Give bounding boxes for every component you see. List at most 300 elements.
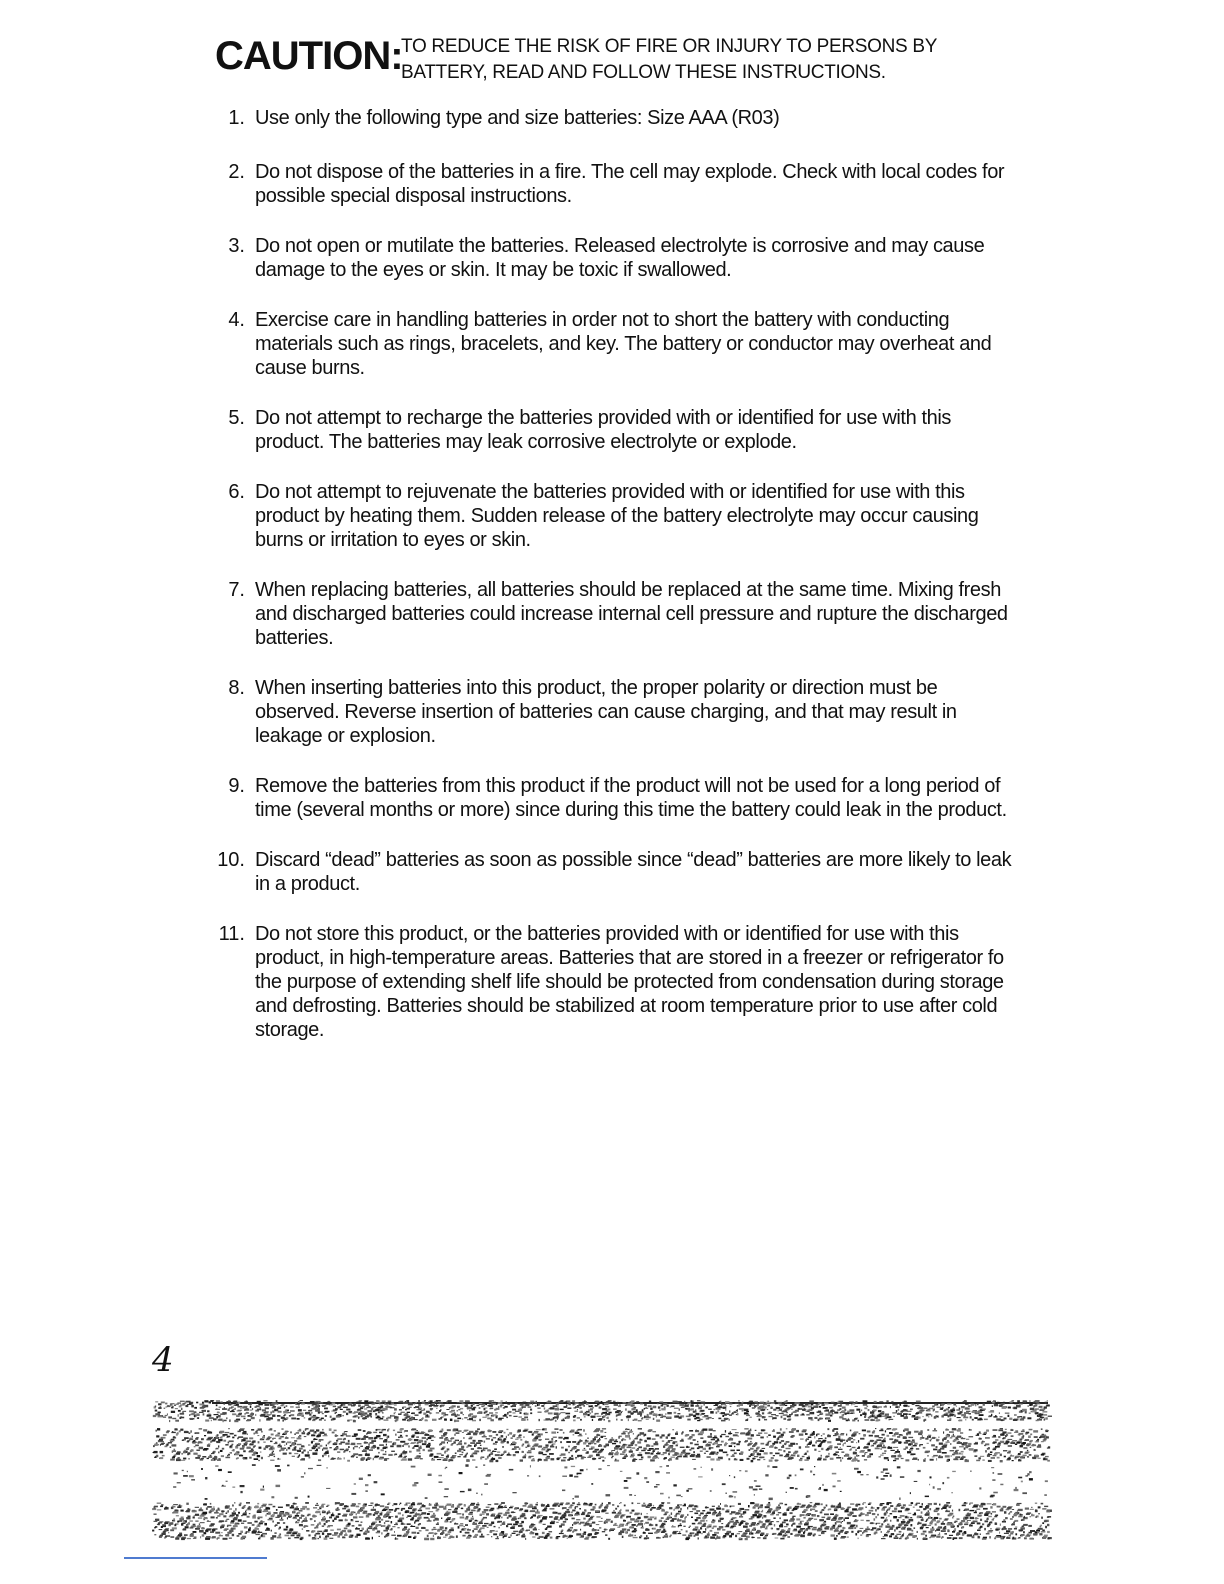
scan-speck [856,1401,858,1403]
scan-speck [716,1507,721,1509]
scan-speck [556,1403,557,1404]
scan-speck [296,1432,299,1434]
scan-speck [539,1451,541,1452]
scan-speck [283,1411,288,1414]
scan-speck [326,1402,329,1403]
scan-speck [472,1416,477,1418]
scan-speck [787,1408,791,1409]
scan-speck [383,1440,387,1442]
scan-speck [477,1412,482,1413]
scan-speck [814,1417,817,1419]
scan-speck [700,1431,704,1433]
scan-speck [383,1447,387,1449]
scan-speck [991,1457,995,1459]
scan-speck [898,1455,902,1457]
scan-speck [745,1538,748,1540]
scan-speck [734,1476,735,1478]
scan-speck [808,1409,813,1411]
scan-speck [250,1406,252,1408]
scan-speck [660,1466,663,1467]
scan-speck [379,1536,380,1537]
scan-speck [796,1443,798,1445]
scan-speck [644,1434,646,1436]
scan-speck [721,1441,724,1443]
scan-speck [633,1459,637,1460]
scan-speck [408,1419,412,1421]
scan-speck [1016,1442,1020,1444]
scan-speck [823,1433,825,1434]
scan-speck [1028,1525,1032,1527]
scan-speck [862,1430,866,1432]
scan-speck [278,1407,280,1408]
scan-speck [910,1524,912,1526]
scan-speck [744,1409,749,1412]
scan-speck [175,1454,177,1456]
scan-speck [239,1455,243,1457]
scan-speck [689,1430,693,1432]
scan-speck [672,1429,674,1430]
scan-speck [1018,1459,1021,1461]
scan-speck [557,1406,558,1409]
scan-speck [752,1446,755,1448]
scan-speck [969,1429,972,1430]
scan-speck [528,1431,532,1433]
scan-speck [170,1440,174,1441]
scan-speck [898,1517,901,1518]
scan-speck [929,1484,930,1486]
scan-speck [769,1446,773,1448]
scan-speck [180,1417,184,1419]
scan-speck [583,1442,586,1444]
scan-speck [1022,1492,1027,1494]
scan-speck [340,1442,345,1444]
scan-speck [439,1437,443,1439]
scan-speck [156,1442,158,1443]
scan-speck [599,1506,601,1508]
scan-speck [1000,1460,1003,1462]
scan-speck [343,1407,348,1408]
scan-speck [897,1466,901,1468]
scan-speck [185,1405,188,1407]
scan-speck [322,1429,323,1431]
scan-speck [739,1453,740,1455]
scan-speck [852,1447,856,1448]
scan-speck [686,1434,690,1436]
scan-speck [935,1411,938,1412]
scan-speck [912,1446,913,1448]
scan-speck [192,1442,197,1443]
scan-speck [504,1432,506,1434]
scan-speck [588,1414,590,1416]
scan-speck [607,1465,610,1466]
scan-speck [186,1503,189,1505]
scan-speck [896,1410,898,1412]
scan-speck [936,1446,938,1448]
scan-speck [179,1405,182,1407]
scan-speck [252,1464,256,1466]
scan-speck [292,1442,295,1444]
scan-speck [369,1449,373,1451]
scan-speck [638,1428,642,1430]
scan-speck [524,1417,528,1419]
scan-speck [384,1403,386,1404]
scan-speck [388,1441,392,1442]
scan-speck [218,1452,219,1454]
scan-speck [528,1406,532,1408]
scan-speck [972,1536,975,1538]
scan-speck [1034,1436,1038,1438]
scan-speck [859,1411,861,1413]
scan-speck [1035,1404,1037,1406]
scan-speck [309,1418,310,1420]
scan-speck [706,1418,709,1419]
scan-speck [534,1431,539,1432]
scan-speck [361,1438,364,1440]
scan-speck [485,1458,487,1459]
scan-speck [864,1416,866,1419]
scan-speck [626,1454,627,1456]
scan-speck [888,1459,889,1461]
scan-speck [629,1438,631,1440]
scan-speck [484,1408,486,1410]
scan-speck [527,1445,529,1447]
scan-speck [438,1475,442,1477]
scan-speck [626,1531,628,1533]
scan-speck [189,1520,193,1521]
scan-speck [203,1449,207,1451]
scan-speck [202,1456,206,1457]
scan-speck [348,1440,350,1442]
scan-speck [978,1419,983,1421]
scan-speck [964,1448,965,1450]
scan-speck [518,1416,522,1417]
scan-speck [441,1518,442,1520]
scan-speck [402,1458,407,1460]
scan-speck [995,1415,997,1417]
scan-speck [469,1410,470,1412]
page-number: 4 [152,1340,174,1380]
scan-speck [251,1413,254,1415]
scan-speck [717,1438,719,1440]
scan-speck [408,1458,412,1460]
scan-speck [286,1504,290,1506]
scan-speck [700,1414,701,1416]
scan-speck [268,1436,270,1438]
scan-speck [614,1404,618,1406]
scan-speck [342,1433,347,1435]
scan-speck [1010,1401,1013,1403]
scan-speck [592,1458,596,1460]
scan-speck [290,1414,294,1416]
scan-speck [635,1495,636,1496]
scan-speck [680,1440,684,1442]
scan-speck [550,1537,553,1539]
scan-speck [297,1450,301,1452]
scan-speck [920,1444,923,1445]
scan-speck [568,1446,570,1448]
scan-speck [465,1400,469,1401]
scan-speck [234,1401,238,1403]
scan-speck [729,1496,734,1498]
scan-speck [471,1448,474,1450]
scan-speck [232,1413,236,1415]
scan-speck [1010,1455,1014,1456]
scan-speck [788,1419,791,1420]
scan-speck [1047,1460,1050,1462]
scan-speck [605,1432,607,1433]
scan-speck [308,1534,310,1536]
scan-speck [230,1411,235,1412]
scan-speck [170,1536,174,1538]
scan-speck [342,1530,346,1532]
scan-speck [193,1441,194,1442]
scan-speck [278,1445,280,1446]
list-item-text [255,774,1095,822]
scan-speck [890,1474,892,1477]
scan-speck [903,1430,908,1431]
scan-speck [920,1437,922,1440]
scan-speck [167,1413,168,1415]
scan-speck [240,1491,242,1493]
scan-speck [640,1402,643,1404]
scan-speck [923,1447,926,1449]
scan-speck [624,1487,629,1489]
scan-speck [373,1445,376,1447]
scan-speck [696,1455,701,1457]
scan-speck [487,1418,492,1420]
scan-speck [571,1466,575,1467]
scan-speck [398,1512,401,1514]
scan-speck [169,1420,170,1422]
scan-speck [758,1407,761,1409]
list-item-number: 9. [228,775,245,797]
scan-speck [1029,1454,1032,1455]
scan-speck [532,1403,533,1405]
scan-speck [875,1509,877,1511]
scan-speck [585,1412,586,1413]
scan-speck [384,1419,389,1421]
scan-speck [900,1411,903,1413]
scan-speck [755,1430,757,1431]
scan-speck [167,1430,170,1432]
scan-speck [294,1440,297,1442]
scan-speck [626,1477,631,1479]
scan-speck [884,1438,886,1440]
scan-speck [737,1409,738,1411]
scan-speck [270,1454,275,1456]
list-item-text [255,234,1095,282]
scan-speck [921,1511,923,1513]
scan-speck [732,1454,734,1456]
scan-speck [643,1532,646,1534]
scan-speck [849,1437,851,1439]
scan-speck [944,1437,947,1438]
scan-speck [182,1403,185,1405]
scan-speck [803,1429,807,1431]
scan-speck [742,1410,744,1412]
scan-speck [525,1447,527,1448]
scan-speck [303,1431,305,1432]
scan-speck [187,1447,190,1448]
scan-speck [344,1528,348,1530]
scan-speck [613,1401,616,1402]
scan-speck [859,1433,861,1434]
scan-speck [672,1442,675,1444]
scan-speck [713,1430,716,1431]
scan-speck [767,1465,769,1467]
scan-speck [890,1406,891,1408]
scan-speck [925,1438,928,1440]
scan-speck [501,1435,504,1437]
scan-speck [869,1454,870,1455]
scan-speck [698,1446,703,1448]
scan-speck [434,1456,439,1458]
scan-speck [493,1444,497,1445]
scan-speck [240,1448,245,1450]
scan-speck [872,1414,874,1416]
scan-speck [825,1437,827,1439]
scan-speck [808,1406,813,1408]
scan-speck [676,1495,681,1497]
scan-speck [596,1434,600,1436]
scan-speck [1000,1484,1003,1486]
scan-speck [213,1418,217,1420]
scan-speck [313,1439,317,1440]
scan-speck [595,1413,599,1415]
scan-speck [982,1441,984,1443]
scan-speck [1036,1420,1039,1421]
scan-speck [954,1452,959,1454]
scan-speck [381,1493,385,1495]
scan-speck [990,1410,994,1412]
scan-speck [156,1455,158,1458]
scan-speck [505,1512,510,1514]
scan-speck [551,1432,556,1434]
scan-speck [402,1514,404,1516]
scan-speck [1044,1520,1047,1522]
scan-speck [388,1517,391,1519]
scan-speck [637,1436,639,1438]
scan-speck [561,1412,566,1413]
scan-speck [691,1408,694,1410]
scan-speck [451,1414,456,1416]
scan-speck [761,1430,766,1431]
scan-speck [155,1410,158,1412]
scan-speck [662,1440,664,1441]
scan-speck [957,1417,961,1418]
scan-speck [167,1444,169,1446]
scan-speck [1045,1480,1048,1482]
scan-speck [857,1471,861,1473]
scan-speck [661,1434,664,1436]
scan-speck [359,1400,363,1401]
scan-speck [200,1536,201,1538]
scan-speck [892,1510,897,1512]
scan-speck [980,1534,981,1535]
scan-speck [199,1447,203,1450]
scan-speck [770,1445,774,1446]
scan-speck [180,1429,183,1431]
scan-speck [1012,1440,1017,1442]
scan-speck [863,1400,868,1402]
scan-speck [932,1519,936,1521]
scan-speck [356,1402,361,1404]
scan-speck [757,1453,761,1455]
scan-speck [290,1445,292,1447]
scan-speck [411,1435,414,1437]
scan-speck [218,1419,223,1420]
scan-speck [376,1532,380,1533]
scan-speck [757,1459,760,1460]
scan-speck [968,1443,971,1445]
scan-speck [617,1402,618,1403]
scan-speck [979,1513,981,1514]
scan-speck [260,1452,262,1453]
scan-speck [468,1489,472,1492]
scan-speck [881,1538,886,1539]
scan-speck [701,1533,702,1534]
scan-speck [596,1428,600,1430]
scan-speck [774,1441,778,1443]
scan-speck [654,1449,656,1450]
scan-speck [1040,1417,1044,1418]
scan-speck [946,1435,949,1437]
scan-speck [704,1415,705,1416]
scan-speck [870,1419,875,1421]
scan-speck [304,1525,307,1527]
scan-speck [575,1406,579,1408]
scan-speck [767,1436,769,1437]
scan-speck [779,1405,784,1407]
scan-speck [864,1459,867,1460]
scan-speck [562,1530,563,1533]
scan-speck [236,1458,238,1459]
scan-speck [243,1450,246,1452]
scan-speck [446,1456,449,1458]
scan-speck [418,1510,422,1512]
scan-speck [260,1438,262,1440]
scan-speck [765,1474,768,1476]
scan-speck [739,1516,743,1518]
scan-speck [958,1428,961,1430]
scan-speck [366,1459,368,1461]
scan-speck [882,1434,885,1436]
scan-speck [961,1414,966,1416]
scan-speck [768,1434,771,1436]
scan-speck [771,1528,772,1529]
scan-speck [766,1444,769,1446]
scan-speck [627,1415,631,1417]
scan-speck [264,1404,269,1406]
scan-speck [419,1407,422,1409]
scan-speck [868,1409,870,1411]
scan-speck [1018,1516,1022,1518]
scan-speck [1007,1458,1011,1459]
scan-speck [487,1474,491,1475]
scan-speck [638,1420,642,1421]
scan-speck [457,1418,461,1420]
scan-speck [218,1415,221,1418]
scan-speck [361,1457,365,1460]
scan-speck [946,1413,951,1414]
scan-speck [577,1455,582,1457]
scan-speck [1000,1416,1003,1417]
scan-speck [897,1505,902,1506]
scan-speck [286,1405,288,1406]
scan-speck [709,1448,711,1450]
scan-speck [259,1419,260,1421]
scan-speck [671,1512,672,1515]
